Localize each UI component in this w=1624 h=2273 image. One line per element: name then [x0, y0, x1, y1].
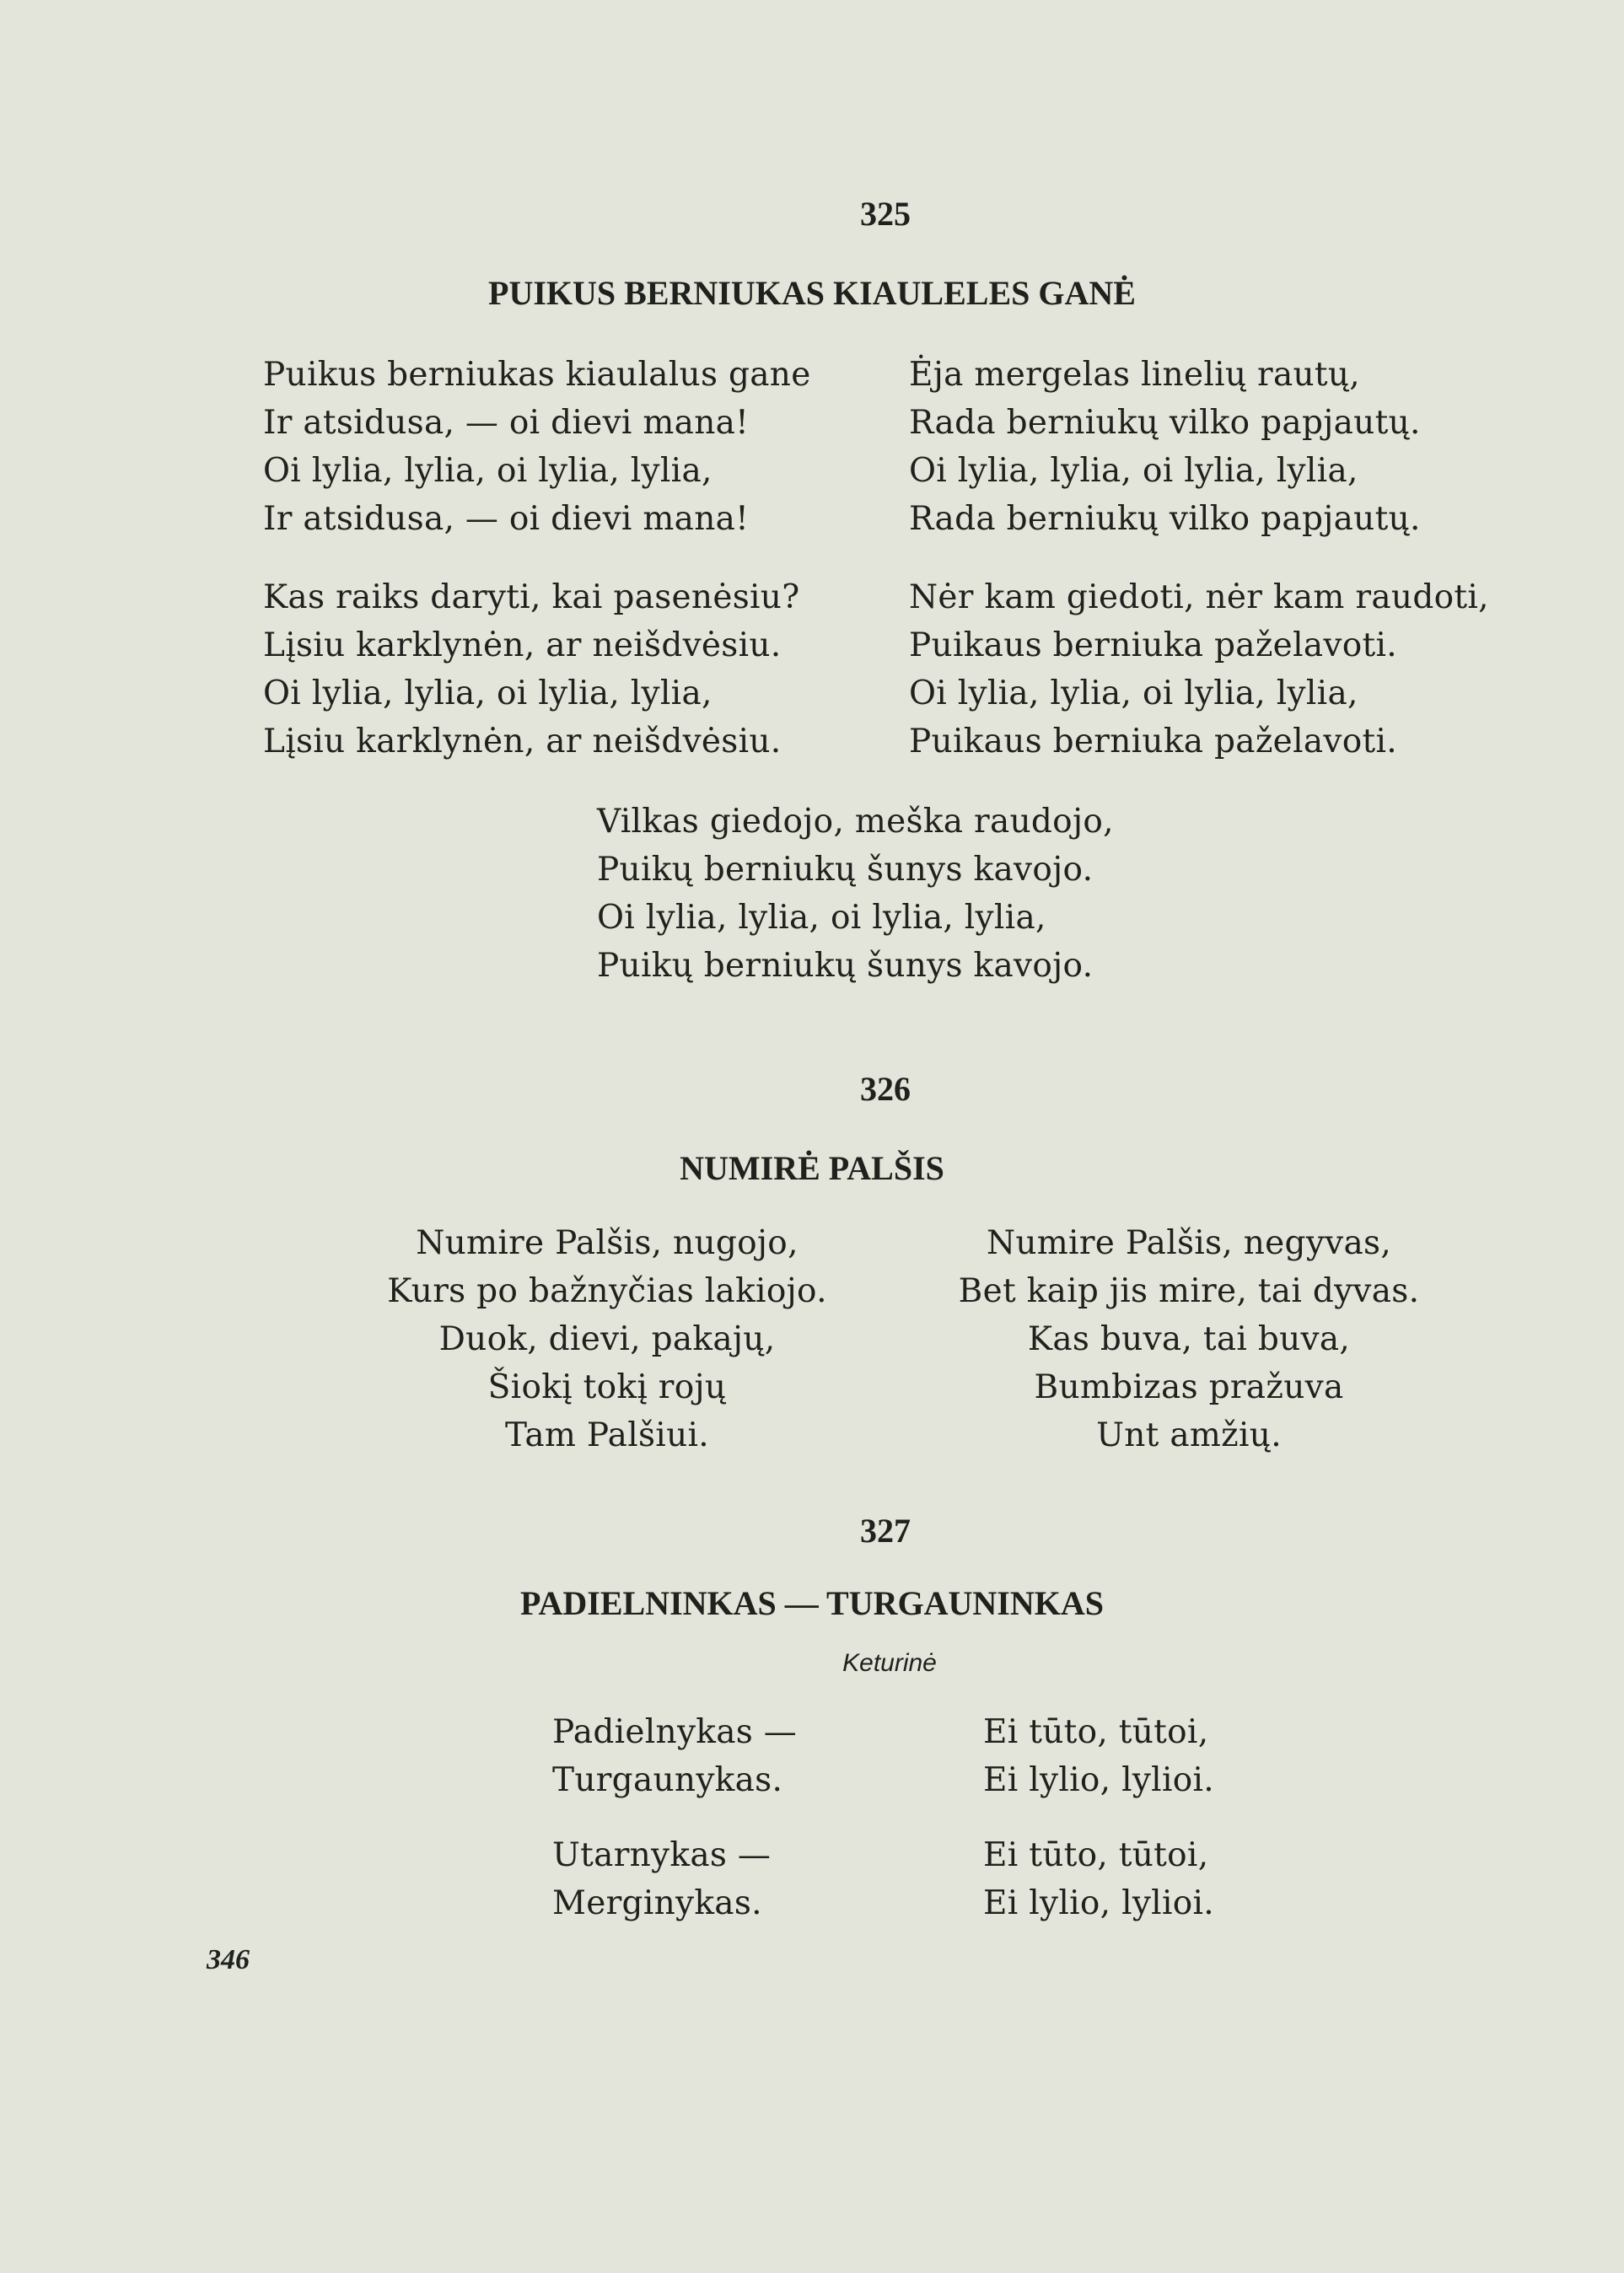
song-subtitle: Keturinė — [842, 1649, 937, 1677]
verse-line: Lįsiu karklynėn, ar neišdvėsiu. — [263, 626, 782, 664]
stanza — [263, 351, 811, 543]
verse-line: Utarnykas — — [552, 1836, 772, 1874]
stanza — [552, 1831, 771, 1927]
verse-line: Oi lylia, lylia, oi lylia, lylia, — [909, 452, 1358, 490]
verse-line: Kas buva, tai buva, — [1027, 1320, 1351, 1358]
verse-line: Kurs po bažnyčias lakiojo. — [387, 1272, 827, 1310]
stanza — [915, 1219, 1463, 1459]
verse-line: Padielnykas — — [552, 1713, 798, 1751]
stanza — [983, 1708, 1214, 1804]
stanza — [909, 351, 1421, 543]
stanza — [263, 573, 799, 766]
verse-line: Duok, dievi, pakajų, — [438, 1320, 776, 1358]
verse-line: Puikus berniukas kiaulalus gane — [263, 356, 811, 394]
verse-line: Oi lylia, lylia, oi lylia, lylia, — [909, 674, 1358, 712]
verse-line: Ir atsidusa, — oi dievi mana! — [263, 404, 750, 442]
song-title-327: PADIELNINKAS — TURGAUNINKAS — [520, 1584, 1104, 1622]
song-number-325: 325 — [860, 195, 911, 233]
verse-line: Numire Palšis, nugojo, — [416, 1224, 799, 1262]
verse-line: Ir atsidusa, — oi dievi mana! — [263, 500, 750, 538]
verse-line: Šiokį tokį rojų — [487, 1368, 727, 1406]
verse-line: Ei lylio, lylioi. — [983, 1884, 1214, 1922]
verse-line: Lįsiu karklynėn, ar neišdvėsiu. — [263, 723, 782, 760]
verse-line: Kas raiks daryti, kai pasenėsiu? — [263, 578, 800, 616]
verse-line: Bumbizas pražuva — [1034, 1368, 1344, 1406]
song-number-326: 326 — [860, 1070, 911, 1108]
song-title-326: NUMIRĖ PALŠIS — [680, 1149, 944, 1187]
verse-line: Turgaunykas. — [552, 1761, 783, 1799]
verse-line: Ei lylio, lylioi. — [983, 1761, 1214, 1799]
verse-line: Puikų berniukų šunys kavojo. — [597, 851, 1094, 889]
verse-line: Vilkas giedojo, meška raudojo, — [597, 803, 1114, 841]
verse-line: Nėr kam giedoti, nėr kam raudoti, — [909, 578, 1489, 616]
verse-line: Puikų berniukų šunys kavojo. — [597, 947, 1094, 985]
verse-line: Tam Palšiui. — [505, 1416, 709, 1454]
page-number: 346 — [207, 1944, 250, 1975]
verse-line: Rada berniukų vilko papjautų. — [909, 500, 1421, 538]
verse-line: Oi lylia, lylia, oi lylia, lylia, — [597, 899, 1046, 937]
verse-line: Ei tūto, tūtoi, — [983, 1836, 1209, 1874]
song-title-325: PUIKUS BERNIUKAS KIAULELES GANĖ — [488, 274, 1136, 312]
stanza — [346, 1219, 868, 1459]
verse-line: Numire Palšis, negyvas, — [986, 1224, 1392, 1262]
verse-line: Puikaus berniuka paželavoti. — [909, 626, 1397, 664]
stanza — [597, 798, 1114, 990]
stanza — [909, 573, 1489, 766]
verse-line: Puikaus berniuka paželavoti. — [909, 723, 1397, 760]
verse-line: Merginykas. — [552, 1884, 762, 1922]
verse-line: Oi lylia, lylia, oi lylia, lylia, — [263, 452, 713, 490]
verse-line: Ei tūto, tūtoi, — [983, 1713, 1209, 1751]
verse-line: Oi lylia, lylia, oi lylia, lylia, — [263, 674, 713, 712]
verse-line: Rada berniukų vilko papjautų. — [909, 404, 1421, 442]
song-number-327: 327 — [860, 1512, 911, 1550]
verse-line: Unt amžių. — [1096, 1416, 1282, 1454]
verse-line: Bet kaip jis mire, tai dyvas. — [958, 1272, 1420, 1310]
stanza — [983, 1831, 1214, 1927]
verse-line: Ėja mergelas linelių rautų, — [909, 356, 1360, 394]
stanza — [552, 1708, 797, 1804]
